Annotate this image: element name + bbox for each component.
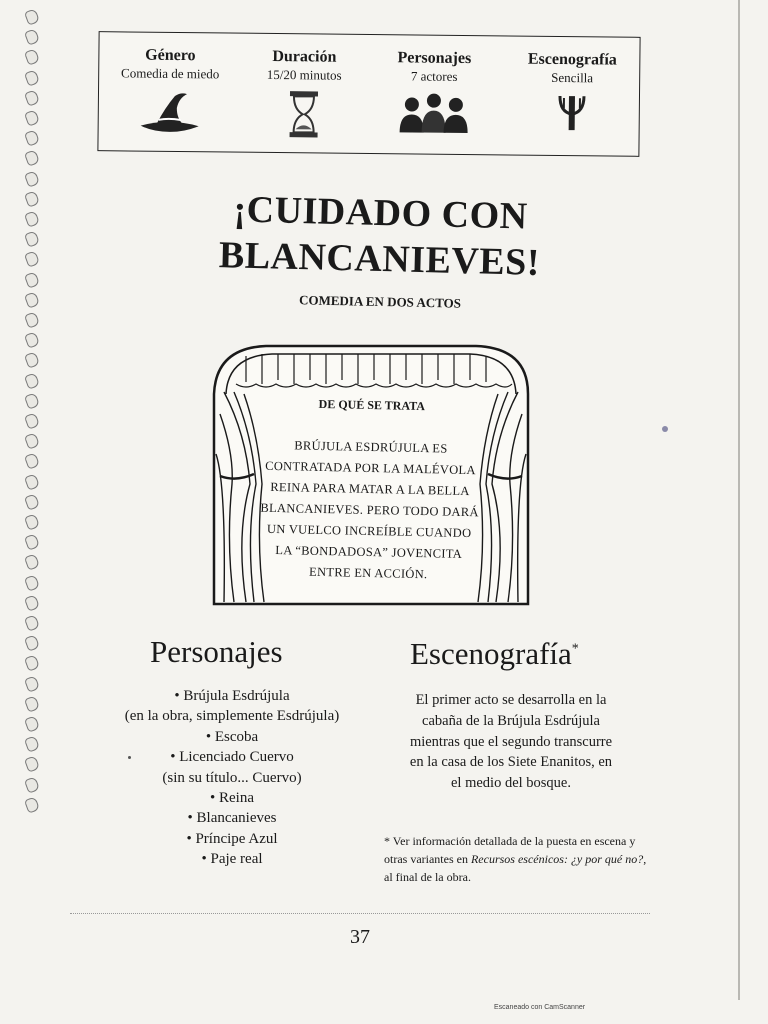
- candle-icon: [554, 92, 590, 132]
- binding-hole: [24, 655, 40, 672]
- binding-hole: [24, 554, 40, 571]
- info-label: Género: [145, 46, 196, 65]
- text-line: cabaña de la Brújula Esdrújula: [422, 712, 600, 729]
- info-value: 7 actores: [410, 68, 458, 84]
- binding-hole: [24, 130, 40, 147]
- binding-hole: [24, 675, 40, 692]
- binding-hole: [24, 8, 40, 25]
- binding-hole: [24, 210, 40, 227]
- binding-hole: [24, 392, 40, 409]
- escenografia-description: [384, 690, 638, 794]
- binding-hole: [24, 614, 40, 631]
- binding-hole: [24, 695, 40, 712]
- binding-hole: [24, 89, 40, 106]
- spiral-binding: [22, 10, 46, 830]
- synopsis-line: LA “BONDADOSA” JOVENCITA: [275, 543, 463, 561]
- info-escenografia: [507, 50, 638, 132]
- title-line-2: BLANCANIEVES!: [218, 234, 541, 284]
- witch-hat-icon: [135, 88, 205, 137]
- binding-hole: [24, 190, 40, 207]
- synopsis-line: UN VUELCO INCREÍBLE CUANDO: [266, 521, 472, 541]
- binding-hole: [24, 311, 40, 328]
- binding-hole: [24, 473, 40, 490]
- binding-hole: [24, 332, 40, 349]
- binding-hole: [24, 534, 40, 551]
- personajes-heading: Personajes: [150, 634, 283, 669]
- list-item: • Licenciado Cuervo: [170, 749, 294, 766]
- info-value: Sencilla: [551, 69, 594, 86]
- binding-hole: [24, 231, 40, 248]
- list-item: • Paje real: [201, 851, 263, 868]
- binding-hole: [24, 49, 40, 66]
- list-item: (sin su título... Cuervo): [162, 769, 302, 786]
- binding-hole: [24, 352, 40, 369]
- binding-hole: [24, 109, 40, 126]
- binding-hole: [24, 594, 40, 611]
- list-item: • Escoba: [205, 728, 259, 745]
- info-value: Comedia de miedo: [121, 65, 220, 82]
- binding-hole: [24, 29, 40, 46]
- binding-hole: [24, 796, 40, 813]
- binding-hole: [24, 69, 40, 86]
- page-number: 37: [350, 926, 370, 948]
- footnote-text: * Ver información detallada de la puesta en escena y otras variantes en: [384, 834, 636, 866]
- text-line: El primer acto se desarrolla en la: [415, 692, 607, 708]
- info-personajes: [369, 49, 500, 135]
- binding-hole: [24, 412, 40, 429]
- footnote-end: , al final de la obra.: [384, 852, 647, 884]
- text-line: en la casa de los Siete Enanitos, en: [409, 754, 613, 771]
- synopsis-line: ENTRE EN ACCIÓN.: [308, 564, 428, 582]
- text-line: el medio del bosque.: [450, 775, 571, 792]
- escenografia-heading: [410, 636, 579, 672]
- scanner-watermark: Escaneado con CamScanner: [494, 1004, 586, 1011]
- title-line-1: ¡CUIDADO CON: [233, 188, 529, 238]
- list-item: (en la obra, simplemente Esdrújula): [124, 708, 340, 725]
- binding-hole: [24, 736, 40, 753]
- synopsis-heading: DE QUÉ SE TRATA: [318, 396, 426, 414]
- binding-hole: [24, 453, 40, 470]
- page-edge: [738, 0, 740, 1000]
- binding-hole: [24, 433, 40, 450]
- list-item: • Brújula Esdrújula: [174, 688, 290, 704]
- escenografia-heading-text: Escenografía: [410, 636, 572, 671]
- binding-hole: [24, 513, 40, 530]
- play-title: [179, 185, 581, 287]
- list-item: • Reina: [210, 790, 254, 807]
- footnote-italic: Recursos escénicos: ¿y por qué no?: [470, 852, 644, 866]
- binding-hole: [24, 776, 40, 793]
- footnote: [384, 832, 654, 886]
- speck: [662, 426, 668, 432]
- info-label: Duración: [272, 47, 337, 66]
- synopsis-panel: [248, 396, 492, 587]
- info-duracion: [239, 48, 370, 140]
- info-label: Personajes: [397, 49, 472, 68]
- text-line: mientras que el segundo transcurre: [409, 733, 613, 750]
- binding-hole: [24, 372, 40, 389]
- info-genero: [105, 46, 236, 136]
- play-subtitle: COMEDIA EN DOS ACTOS: [298, 292, 462, 311]
- people-icon: [394, 90, 474, 135]
- binding-hole: [24, 493, 40, 510]
- list-item: • Príncipe Azul: [186, 830, 278, 847]
- asterisk-mark: *: [571, 641, 579, 657]
- list-item: • Blancanieves: [187, 810, 277, 827]
- binding-hole: [24, 715, 40, 732]
- synopsis-line: CONTRATADA POR LA MALÉVOLA: [265, 458, 476, 478]
- binding-hole: [24, 291, 40, 308]
- binding-hole: [24, 756, 40, 773]
- synopsis-line: BLANCANIEVES. PERO TODO DARÁ: [260, 500, 479, 520]
- binding-hole: [24, 170, 40, 187]
- divider: [70, 913, 650, 914]
- binding-hole: [24, 150, 40, 167]
- synopsis-line: REINA PARA MATAR A LA BELLA: [270, 479, 470, 499]
- info-label: Escenografía: [527, 50, 617, 69]
- binding-hole: [24, 271, 40, 288]
- binding-hole: [24, 574, 40, 591]
- info-value: 15/20 minutos: [266, 66, 342, 83]
- binding-hole: [24, 635, 40, 652]
- binding-hole: [24, 251, 40, 268]
- synopsis-line: BRÚJULA ESDRÚJULA ES: [294, 438, 448, 456]
- character-list: [96, 686, 368, 870]
- speck: [128, 756, 131, 759]
- info-box: [97, 31, 640, 157]
- hourglass-icon: [284, 89, 325, 139]
